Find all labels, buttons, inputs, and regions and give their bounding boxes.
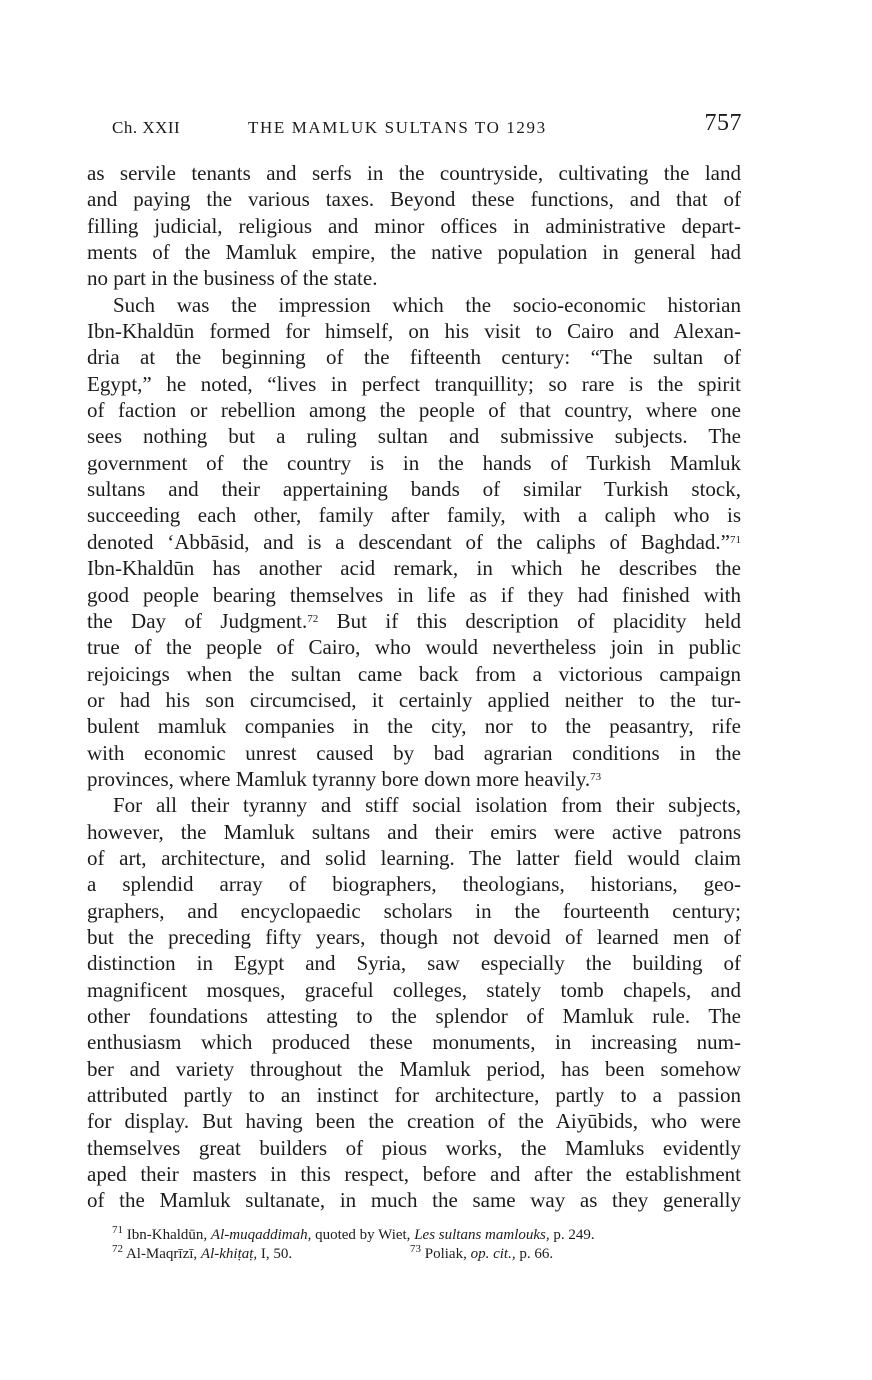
paragraph [87, 292, 741, 793]
footnote-71: $^{71}$ Ibn-Khaldūn, Al-muqaddimah, quoted by Wiet, Les sultans mamlouks, p. 249. [112, 1224, 595, 1243]
text-line: sees nothing but a ruling sultan and submissive subjects. The [87, 424, 741, 449]
text-line: a splendid array of biographers, theologians, historians, geo- [87, 872, 741, 897]
text-line: aped their masters in this respect, before and after the establishment [87, 1162, 741, 1187]
text-line: Such was the impression which the socio-economic historian [113, 292, 741, 317]
text-line: government of the country is in the hands of Turkish Mamluk [87, 450, 741, 475]
text-line: ments of the Mamluk empire, the native population in general had [87, 240, 741, 265]
chapter-label: Ch. XXII [112, 118, 181, 137]
text-line: bulent mamluk companies in the city, nor to the peasantry, rife [87, 714, 741, 739]
text-line: for display. But having been the creation of the Aiyūbids, who were [87, 1109, 741, 1134]
text-line: or had his son circumcised, it certainly applied neither to the tur- [87, 687, 741, 712]
text-line: attributed partly to an instinct for architecture, partly to a passion [87, 1083, 741, 1108]
text-line: provinces, where Mamluk tyranny bore down more heavily.$^{73}$ [87, 766, 602, 791]
text-line: as servile tenants and serfs in the countryside, cultivating the land [87, 161, 741, 185]
running-title: THE MAMLUK SULTANS TO 1293 [248, 118, 547, 137]
footnote-ref[interactable]: 72 [307, 612, 319, 625]
footnote-ref[interactable]: 71 [730, 533, 741, 546]
paragraph [87, 160, 741, 292]
body-text [87, 160, 741, 1214]
text-line: no part in the business of the state. [87, 266, 378, 291]
footnote-73: $^{73}$ Poliak, op. cit., p. 66. [410, 1243, 554, 1262]
text-line: enthusiasm which produced these monuments, in increasing num- [87, 1030, 741, 1055]
text-line: dria at the beginning of the fifteenth century: “The sultan of [87, 345, 741, 370]
text-line: Ibn-Khaldūn formed for himself, on his visit to Cairo and Alexan- [87, 319, 741, 344]
text-line: graphers, and encyclopaedic scholars in the fourteenth century; [87, 898, 741, 923]
text-line: filling judicial, religious and minor offices in administrative depart- [87, 213, 741, 238]
text-line: of faction or rebellion among the people of that country, where one [87, 398, 741, 423]
text-line: magnificent mosques, graceful colleges, stately tomb chapels, and [87, 977, 741, 1002]
paragraph [87, 792, 741, 1214]
running-header [112, 110, 742, 144]
footnote-72: $^{72}$ Al-Maqrīzī, Al-khiṭaṭ, I, 50. [112, 1243, 293, 1262]
text-line: rejoicings when the sultan came back from a victorious campaign [87, 661, 741, 686]
text-line: For all their tyranny and stiff social isolation from their subjects, [113, 793, 741, 818]
text-line: true of the people of Cairo, who would nevertheless join in public [87, 635, 741, 660]
text-line: however, the Mamluk sultans and their emirs were active patrons [87, 819, 741, 844]
text-line: succeeding each other, family after family, with a caliph who is [87, 503, 741, 528]
text-line: the Day of Judgment.$^{72}$ But if this description of placidity held [87, 608, 741, 633]
text-line: denoted ‘Abbāsid, and is a descendant of the caliphs of Baghdad.”$^{71}$ [87, 529, 741, 554]
footnotes [112, 1226, 732, 1264]
text-line: with economic unrest caused by bad agrarian conditions in the [87, 740, 741, 765]
page-number: 757 [704, 110, 742, 136]
text-line: sultans and their appertaining bands of similar Turkish stock, [87, 477, 741, 502]
text-line: themselves great builders of pious works, the Mamluks evidently [87, 1135, 741, 1160]
text-line: Egypt,” he noted, “lives in perfect tranquillity; so rare is the spirit [87, 371, 741, 396]
text-line: Ibn-Khaldūn has another acid remark, in which he describes the [87, 556, 741, 581]
text-line: good people bearing themselves in life as if they had finished with [87, 582, 741, 607]
text-line: ber and variety throughout the Mamluk period, has been somehow [87, 1056, 741, 1081]
text-line: of the Mamluk sultanate, in much the same way as they generally [87, 1188, 741, 1213]
footnote-ref[interactable]: 73 [590, 770, 602, 783]
text-line: other foundations attesting to the splendor of Mamluk rule. The [87, 1004, 741, 1028]
text-line: and paying the various taxes. Beyond these functions, and that of [87, 187, 741, 212]
text-line: distinction in Egypt and Syria, saw especially the building of [87, 951, 741, 976]
text-line: of art, architecture, and solid learning. The latter field would claim [87, 845, 741, 870]
text-line: but the preceding fifty years, though not devoid of learned men of [87, 924, 741, 949]
